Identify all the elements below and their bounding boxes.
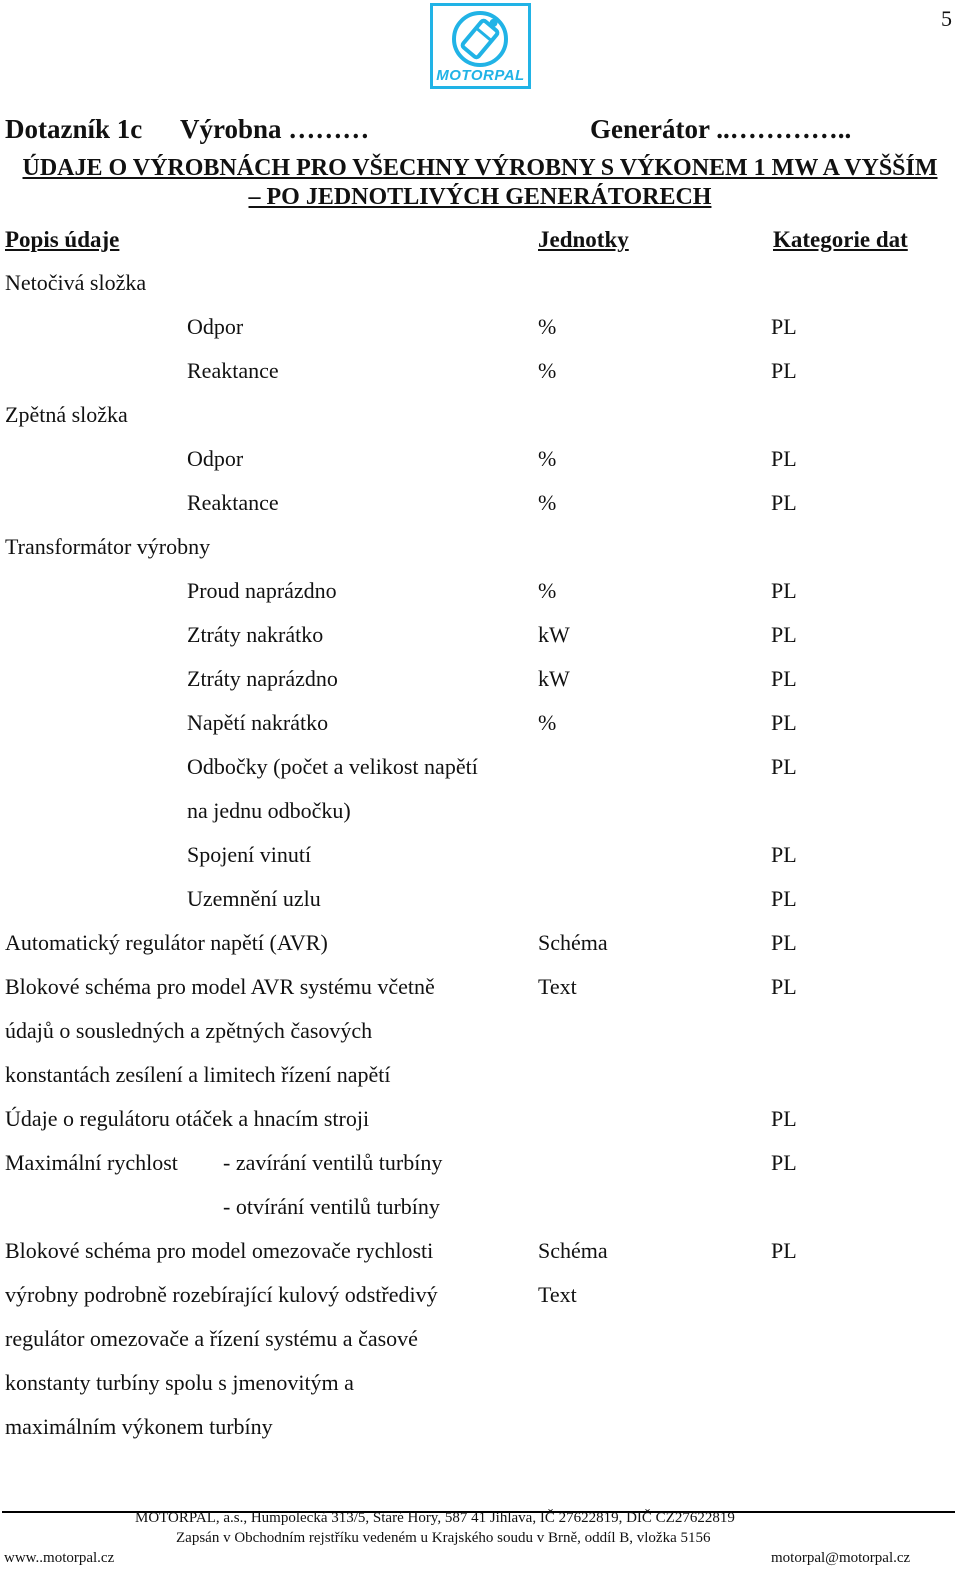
row-category: PL — [771, 622, 797, 647]
row-label: Napětí nakrátko — [187, 710, 329, 735]
row-label: Údaje o regulátoru otáček a hnacím stroji — [5, 1106, 370, 1131]
table-row — [0, 1414, 960, 1458]
row-label: Netočivá složka — [5, 270, 147, 295]
column-header-category: Kategorie dat — [773, 227, 908, 252]
row-category: PL — [771, 1238, 797, 1263]
row-unit: % — [538, 490, 557, 515]
row-label: Spojení vinutí — [187, 842, 312, 867]
table-row — [0, 886, 960, 930]
row-label: Maximální rychlost — [5, 1150, 178, 1175]
footer-company-address: MOTORPAL, a.s., Humpolecká 313/5, Staré Hory, 587 41 Jihlava, IČ 27622819, DIČ CZ27622819 — [135, 1510, 735, 1526]
table-row — [0, 358, 960, 402]
logo-text: MOTORPAL — [436, 67, 525, 84]
row-category: PL — [771, 490, 797, 515]
row-category: PL — [771, 578, 797, 603]
footer-email-link[interactable]: motorpal@motorpal.cz — [771, 1550, 911, 1566]
row-unit: Text — [538, 974, 577, 999]
table-row — [0, 754, 960, 798]
row-unit: kW — [538, 666, 570, 691]
footer-registration: Zapsán v Obchodním rejstříku vedeném u Krajského soudu v Brně, oddíl B, vložka 5156 — [176, 1530, 711, 1546]
table-row — [0, 578, 960, 622]
row-label: Blokové schéma pro model AVR systému včetně — [5, 974, 435, 999]
row-category: PL — [771, 710, 797, 735]
row-category: PL — [771, 930, 797, 955]
column-header-description: Popis údaje — [5, 227, 120, 252]
row-label: Ztráty nakrátko — [187, 622, 324, 647]
row-category: PL — [771, 886, 797, 911]
table-row — [0, 1018, 960, 1062]
title-questionnaire: Dotazník 1c — [5, 114, 143, 144]
row-unit: Text — [538, 1282, 577, 1307]
row-unit: % — [538, 446, 557, 471]
row-unit: % — [538, 710, 557, 735]
table-row — [0, 1326, 960, 1370]
row-category: PL — [771, 358, 797, 383]
column-header-units: Jednotky — [538, 227, 629, 252]
row-label: údajů o sousledných a zpětných časových — [5, 1018, 373, 1043]
row-label: Ztráty naprázdno — [187, 666, 338, 691]
row-label: Reaktance — [187, 490, 279, 515]
row-category: PL — [771, 842, 797, 867]
row-label: Blokové schéma pro model omezovače rychlosti — [5, 1238, 434, 1263]
table-row — [0, 314, 960, 358]
row-label: Transformátor výrobny — [5, 534, 211, 559]
row-label: Uzemnění uzlu — [187, 886, 321, 911]
table-row — [0, 1194, 960, 1238]
table-row — [0, 974, 960, 1018]
row-unit: kW — [538, 622, 570, 647]
row-sublabel: - zavírání ventilů turbíny — [223, 1150, 443, 1175]
row-category: PL — [771, 974, 797, 999]
table-row — [0, 534, 960, 578]
title-generator: Generátor ..………….. — [590, 114, 852, 144]
table-row — [0, 622, 960, 666]
table-row — [0, 930, 960, 974]
row-category: PL — [771, 1106, 797, 1131]
table-row — [0, 270, 960, 314]
row-category: PL — [771, 314, 797, 339]
row-label: Zpětná složka — [5, 402, 128, 427]
table-row — [0, 402, 960, 446]
table-row — [0, 1150, 960, 1194]
table-row — [0, 490, 960, 534]
table-row — [0, 1062, 960, 1106]
title-plant: Výrobna ……… — [180, 114, 370, 144]
row-label: Reaktance — [187, 358, 279, 383]
row-sublabel: - otvírání ventilů turbíny — [223, 1194, 440, 1219]
row-unit: % — [538, 314, 557, 339]
row-label: Odbočky (počet a velikost napětí — [187, 754, 478, 779]
row-label: maximálním výkonem turbíny — [5, 1414, 273, 1439]
table-row — [0, 842, 960, 886]
motorpal-logo — [430, 3, 531, 89]
row-unit: % — [538, 578, 557, 603]
row-label: výrobny podrobně rozebírající kulový odstředivý — [5, 1282, 438, 1307]
table-row — [0, 1282, 960, 1326]
row-label: konstantách zesílení a limitech řízení napětí — [5, 1062, 391, 1087]
row-label: Automatický regulátor napětí (AVR) — [5, 930, 328, 955]
table-row — [0, 666, 960, 710]
row-category: PL — [771, 446, 797, 471]
row-label: regulátor omezovače a řízení systému a časové — [5, 1326, 418, 1351]
row-unit: % — [538, 358, 557, 383]
row-unit: Schéma — [538, 1238, 608, 1263]
page-number: 5 — [941, 6, 952, 31]
table-row — [0, 1370, 960, 1414]
row-category: PL — [771, 1150, 797, 1175]
row-category: PL — [771, 666, 797, 691]
row-label: Odpor — [187, 314, 244, 339]
footer-website-link[interactable]: www..motorpal.cz — [4, 1550, 115, 1566]
row-label: Proud naprázdno — [187, 578, 337, 603]
table-row — [0, 1238, 960, 1282]
row-unit: Schéma — [538, 930, 608, 955]
subtitle-line-1: ÚDAJE O VÝROBNÁCH PRO VŠECHNY VÝROBNY S VÝKONEM 1 MW A VYŠŠÍM — [22, 155, 938, 181]
table-row — [0, 446, 960, 490]
row-label: Odpor — [187, 446, 244, 471]
row-label: konstanty turbíny spolu s jmenovitým a — [5, 1370, 354, 1395]
table-row — [0, 798, 960, 842]
row-label: na jednu odbočku) — [187, 798, 351, 823]
subtitle-line-2: – PO JEDNOTLIVÝCH GENERÁTORECH — [248, 184, 712, 210]
table-row — [0, 710, 960, 754]
row-category: PL — [771, 754, 797, 779]
table-row — [0, 1106, 960, 1150]
